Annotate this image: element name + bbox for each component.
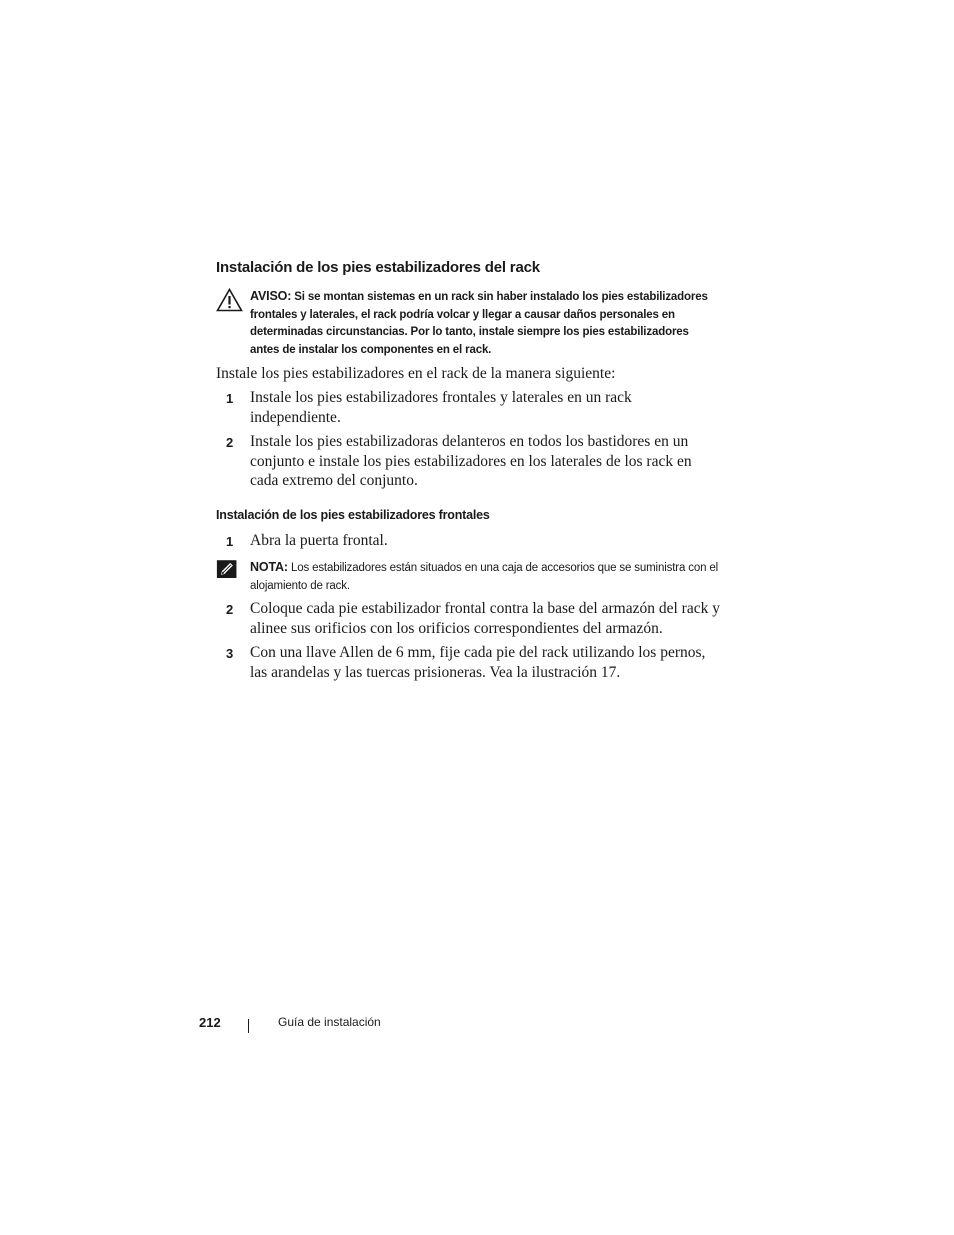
front-step-2 [216, 599, 720, 639]
warning-triangle-icon [216, 288, 243, 312]
warning-text-block [250, 288, 720, 359]
step-text: Coloque cada pie estabilizador frontal contra la base del armazón del rack y alinee sus orificios con los orificios correspondientes del armazón. [250, 600, 720, 637]
intro-paragraph: Instale los pies estabilizadores en el rack de la manera siguiente: [216, 365, 616, 382]
note-text: Los estabilizadores están situados en una caja de accesorios que se suministra con el alojamiento de rack. [250, 562, 719, 592]
step-text: Con una llave Allen de 6 mm, fije cada pie del rack utilizando los pernos, las arandelas y las tuercas prisioneras. Vea la ilustración 17. [250, 644, 706, 681]
front-step-1 [216, 531, 716, 553]
note-pencil-icon [216, 559, 240, 581]
step-number: 2 [226, 602, 234, 617]
warning-text: Si se montan sistemas en un rack sin haber instalado los pies estabilizadores frontales y laterales, el rack podría volcar y llegar a causar daños personales en determinadas circunstancias. Por lo tanto, instale siempre los pies estabilizadores antes de instalar los componentes en el rack. [250, 291, 708, 356]
note-notice [216, 559, 719, 595]
step-number: 3 [226, 646, 234, 661]
page-footer [199, 1014, 499, 1034]
main-step-2 [216, 432, 716, 492]
front-step-3 [216, 643, 716, 683]
note-label: NOTA: [250, 560, 288, 574]
note-text-block [250, 559, 720, 595]
step-number: 2 [226, 435, 234, 450]
step-text: Instale los pies estabilizadores frontales y laterales en un rack independiente. [250, 389, 632, 426]
warning-notice [216, 288, 716, 360]
page-number: 212 [199, 1015, 221, 1030]
footer-title: Guía de instalación [278, 1015, 381, 1029]
warning-label: AVISO: [250, 289, 292, 303]
step-number: 1 [226, 391, 234, 406]
subsection-heading: Instalación de los pies estabilizadores frontales [216, 508, 490, 522]
footer-divider [248, 1019, 249, 1033]
section-heading: Instalación de los pies estabilizadores del rack [216, 259, 540, 276]
step-number: 1 [226, 534, 234, 549]
step-text: Abra la puerta frontal. [250, 532, 388, 549]
main-step-1 [216, 388, 716, 428]
step-text: Instale los pies estabilizadoras delanteros en todos los bastidores en un conjunto e instale los pies estabilizadores en los laterales de los rack en cada extremo del conjunto. [250, 433, 692, 489]
